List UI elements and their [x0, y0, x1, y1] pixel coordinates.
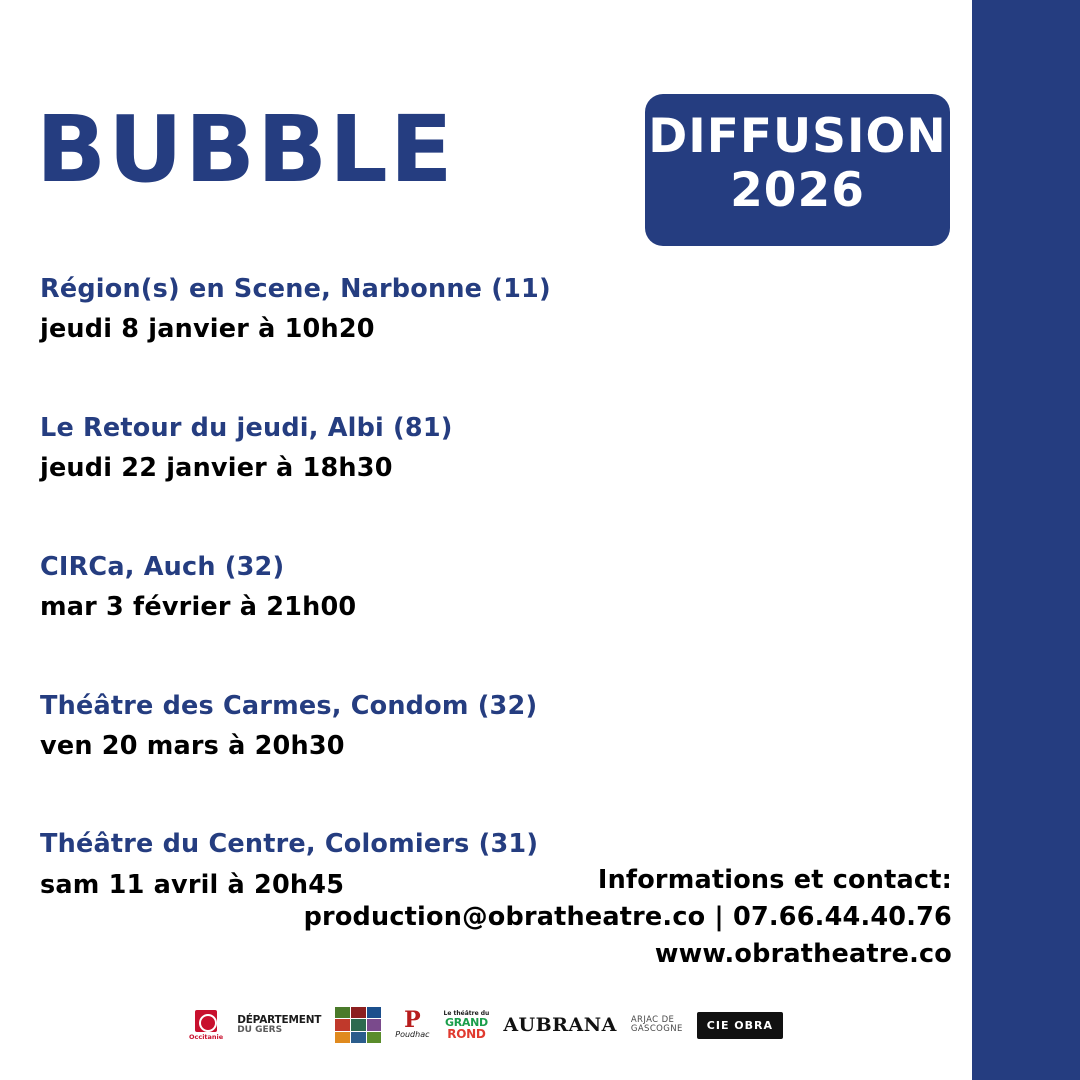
contact-block	[304, 862, 952, 973]
page-title: BUBBLE	[36, 96, 455, 203]
list-item	[40, 689, 940, 764]
date-when: jeudi 8 janvier à 10h20	[40, 314, 375, 345]
contact-heading: Informations et contact:	[597, 865, 952, 895]
date-venue: CIRCa, Auch (32)	[40, 551, 285, 582]
date-venue: Théâtre du Centre, Colomiers (31)	[40, 829, 539, 860]
right-accent-gap	[958, 0, 972, 1080]
partner-logos	[0, 1000, 972, 1050]
gers-line-2: DU GERS	[237, 1024, 283, 1035]
date-when: sam 11 avril à 20h45	[40, 869, 345, 900]
grandrond-line-2: GRAND	[444, 1015, 488, 1029]
cie-obra-label: CIE OBRA	[697, 1012, 783, 1039]
date-venue: Le Retour du jeudi, Albi (81)	[40, 412, 453, 443]
contact-website[interactable]: www.obratheatre.co	[654, 938, 952, 969]
gers-line-1: DÉPARTEMENT	[237, 1013, 322, 1026]
logo-cie-obra	[697, 1006, 783, 1044]
date-when: ven 20 mars à 20h30	[40, 730, 345, 761]
poudrac-initial: P	[404, 1006, 421, 1033]
arjac-line-1: ARJAC DE	[630, 1015, 675, 1026]
contact-email-phone[interactable]: production@obratheatre.co | 07.66.44.40.76	[303, 901, 952, 932]
poudrac-label: Poudhac	[395, 1030, 430, 1040]
list-item	[40, 272, 940, 347]
right-accent-stripe	[972, 0, 1080, 1080]
grandrond-line-3: ROND	[447, 1026, 486, 1041]
list-item	[40, 550, 940, 625]
css-grid-icon	[335, 1007, 381, 1043]
occitanie-label: Occitanie	[188, 1032, 224, 1041]
badge-line-2: 2026	[730, 163, 865, 219]
arjac-line-2: GASCOGNE	[630, 1024, 683, 1034]
logo-css-grid	[335, 1006, 381, 1044]
diffusion-badge	[645, 94, 950, 246]
badge-line-1: DIFFUSION	[648, 109, 947, 164]
logo-aubrana: AUBRANA	[503, 1014, 617, 1036]
date-venue: Région(s) en Scene, Narbonne (11)	[40, 274, 551, 304]
date-when: mar 3 février à 21h00	[40, 592, 357, 623]
date-when: jeudi 22 janvier à 18h30	[40, 453, 393, 484]
logo-arjac-de-gascogne	[631, 1006, 683, 1044]
list-item	[40, 411, 940, 486]
occitanie-mark-icon	[195, 1010, 217, 1032]
tour-dates-list	[40, 272, 940, 944]
logo-poudrac	[395, 1006, 429, 1044]
logo-le-theatre-du-grand-rond	[444, 1006, 490, 1044]
grandrond-line-1: Le théâtre du	[443, 1009, 490, 1017]
date-venue: Théâtre des Carmes, Condom (32)	[40, 690, 538, 721]
logo-departement-du-gers	[237, 1006, 321, 1044]
logo-occitanie	[189, 1006, 223, 1044]
